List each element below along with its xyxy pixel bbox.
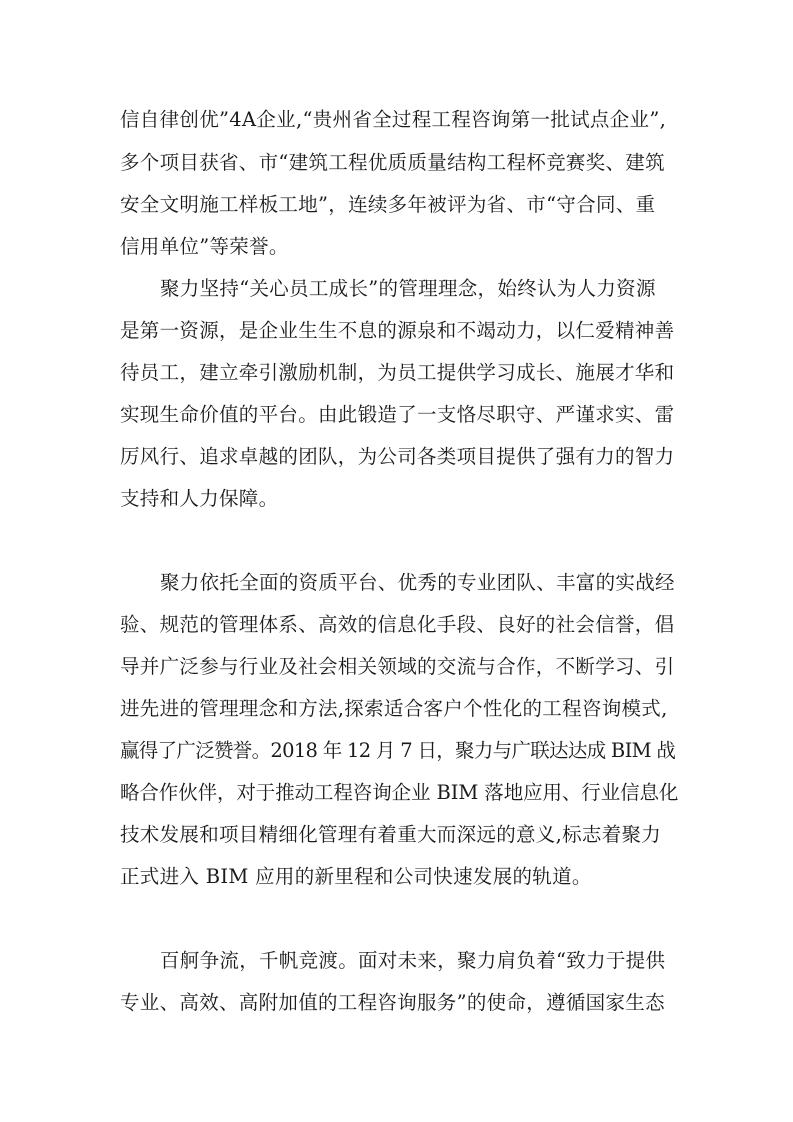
text-line: 导并广泛参与行业及社会相关领域的交流与合作，不断学习、引 <box>120 655 675 678</box>
text-line: 技术发展和项目精细化管理有着重大而深远的意义,标志着聚力 <box>120 823 662 846</box>
text-line: 安全文明施工样板工地”，连续多年被评为省、市“守合同、重 <box>120 193 656 216</box>
text-line: 进先进的管理理念和方法,探索适合客户个性化的工程咨询模式, <box>120 697 668 720</box>
text-line: 百舸争流，千帆竞渡。面对未来，聚力肩负着“致力于提供 <box>160 949 666 972</box>
text-line: 专业、高效、高附加值的工程咨询服务”的使命，遵循国家生态 <box>120 991 665 1014</box>
text-line: 支持和人力保障。 <box>120 487 279 510</box>
text-line: 聚力依托全面的资质平台、优秀的专业团队、丰富的实战经 <box>160 571 675 594</box>
text-line: 厉风行、追求卓越的团队，为公司各类项目提供了强有力的智力 <box>120 445 675 468</box>
text-line: 验、规范的管理体系、高效的信息化手段、良好的社会信誉，倡 <box>120 613 675 636</box>
text-line: 略合作伙伴，对于推动工程咨询企业 BIM 落地应用、行业信息化 <box>120 781 679 804</box>
text-line: 信自律创优”4A企业,“贵州省全过程工程咨询第一批试点企业”, <box>120 108 667 131</box>
text-line: 多个项目获省、市“建筑工程优质质量结构工程杯竞赛奖、建筑 <box>120 151 665 174</box>
text-line: 聚力坚持“关心员工成长”的管理理念，始终认为人力资源 <box>160 277 656 300</box>
text-line: 赢得了广泛赞誉。2018 年 12 月 7 日，聚力与广联达达成 BIM 战 <box>120 739 676 762</box>
text-line: 是第一资源，是企业生生不息的源泉和不竭动力，以仁爱精神善 <box>120 319 675 342</box>
text-line: 信用单位”等荣誉。 <box>120 235 289 258</box>
text-line: 实现生命价值的平台。由此锻造了一支恪尽职守、严谨求实、雷 <box>120 403 675 426</box>
text-line: 待员工，建立牵引激励机制，为员工提供学习成长、施展才华和 <box>120 361 675 384</box>
text-line: 正式进入 BIM 应用的新里程和公司快速发展的轨道。 <box>120 865 592 888</box>
